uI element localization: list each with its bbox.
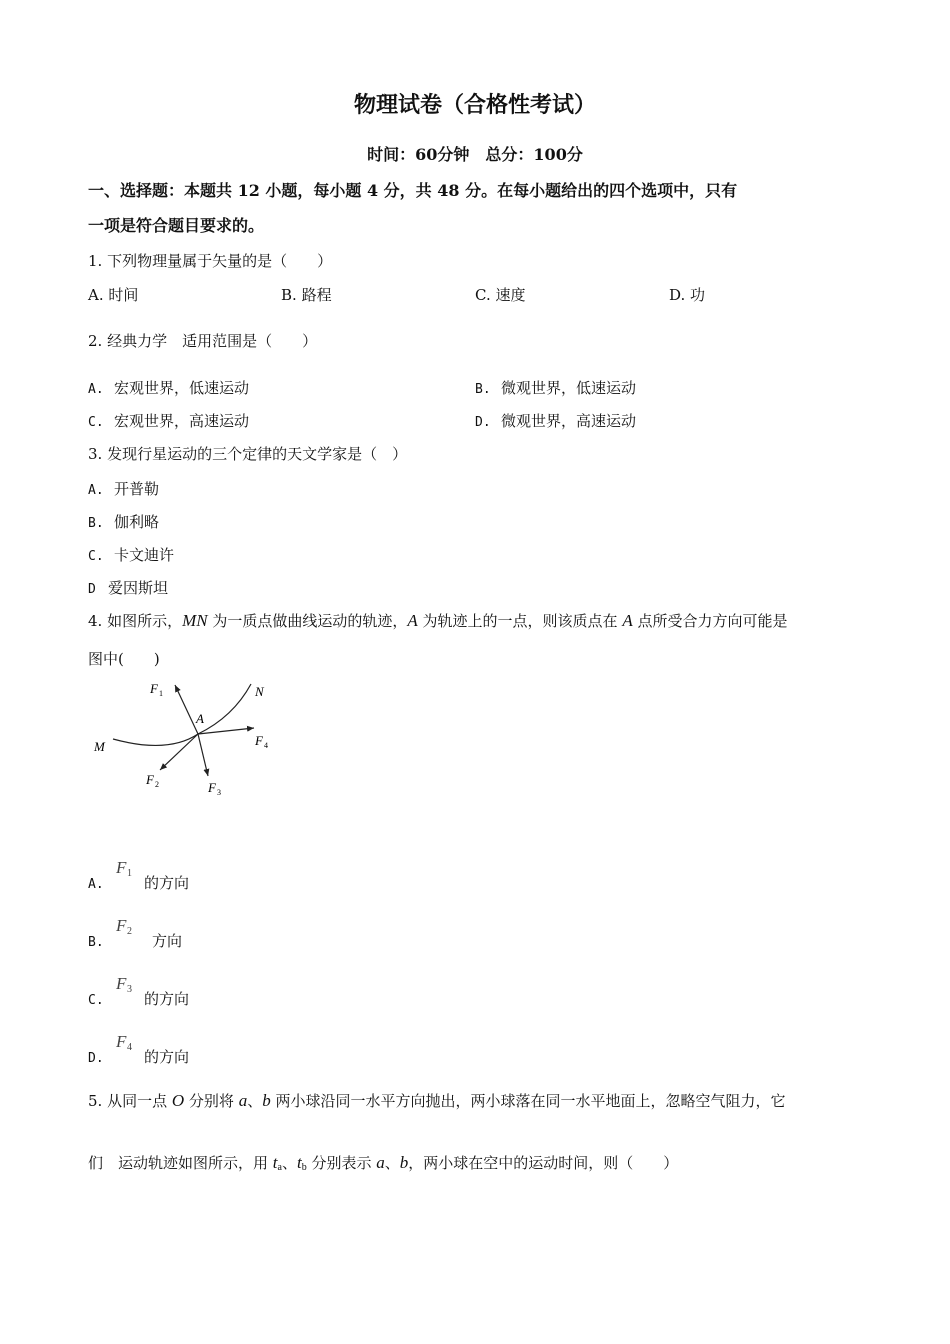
label-n: N [255,684,264,699]
label-a: A [196,711,204,726]
f3-symbol: F 3 [116,974,132,995]
q4-stem-line2: 图中( ) [88,650,160,668]
page-title: 物理试卷（合格性考试） [353,92,596,118]
label-f4-sub: 4 [264,741,268,750]
q5-stem-line2: 们 运动轨迹如图所示，用 $t_a$、$t_b$ 分别表示 a、b，两小球在空中的运动时间，则（ ） [88,1153,679,1173]
q2-stem: 2. 经典力学 适用范围是（ ） [88,332,318,350]
exam-info: 时间：60分钟 总分：100分 [367,145,583,164]
label-f3: F [208,780,216,795]
q2-option-c[interactable]: C. 宏观世界，高速运动 [88,412,250,430]
section-heading-line2: 一项是符合题目要求的。 [88,216,265,235]
label-m: M [94,739,105,754]
section-heading-line1: 一、选择题：本题共 12 小题，每小题 4 分，共 48 分。在每小题给出的四个选项中，只有 [88,181,738,200]
label-f1: F [150,681,158,696]
label-f2: F [146,772,154,787]
q1-option-a[interactable]: A. 时间 [88,286,139,304]
q2-option-d[interactable]: D. 微观世界，高速运动 [475,412,637,430]
q5-stem-line1: 5. 从同一点 O 分别将 a、b 两小球沿同一水平方向抛出，两小球落在同一水平地面上，忽略空气阻力，它 [88,1091,786,1110]
trajectory-curve [113,684,251,745]
force-f2-arrow [160,734,198,770]
q1-option-d[interactable]: D. 功 [669,286,706,304]
f2-symbol: F 2 [116,916,132,937]
q4-force-diagram [88,672,288,802]
q3-option-d[interactable]: D 爱因斯坦 [88,579,169,597]
q4-option-d[interactable]: D. F 4 的方向 [88,1032,190,1066]
q3-option-c[interactable]: C. 卡文迪许 [88,546,175,564]
q1-option-b[interactable]: B. 路程 [281,286,332,304]
q4-option-c[interactable]: C. F 3 的方向 [88,974,190,1008]
q1-stem: 1. 下列物理量属于矢量的是（ ） [88,252,333,270]
q3-stem: 3. 发现行星运动的三个定律的天文学家是（ ） [88,445,408,463]
force-f1-arrow [175,685,198,734]
q4-option-b[interactable]: B. F 2 方向 [88,916,183,950]
label-f2-sub: 2 [155,780,159,789]
q4-stem-line1: 4. 如图所示，MN 为一质点做曲线运动的轨迹，A 为轨迹上的一点，则该质点在 A 点所受合力方向可能是 [88,611,788,630]
q4-option-a[interactable]: A. F 1 的方向 [88,858,190,892]
q1-option-c[interactable]: C. 速度 [475,286,526,304]
q3-option-a[interactable]: A. 开普勒 [88,480,160,498]
q2-option-a[interactable]: A. 宏观世界，低速运动 [88,379,250,397]
q2-option-b[interactable]: B. 微观世界，低速运动 [475,379,637,397]
f1-symbol: F 1 [116,858,132,879]
q3-option-b[interactable]: B. 伽利略 [88,513,160,531]
label-f3-sub: 3 [217,788,221,797]
label-f4: F [255,733,263,748]
label-f1-sub: 1 [159,689,163,698]
f4-symbol: F 4 [116,1032,132,1053]
force-f3-arrow [198,734,208,776]
